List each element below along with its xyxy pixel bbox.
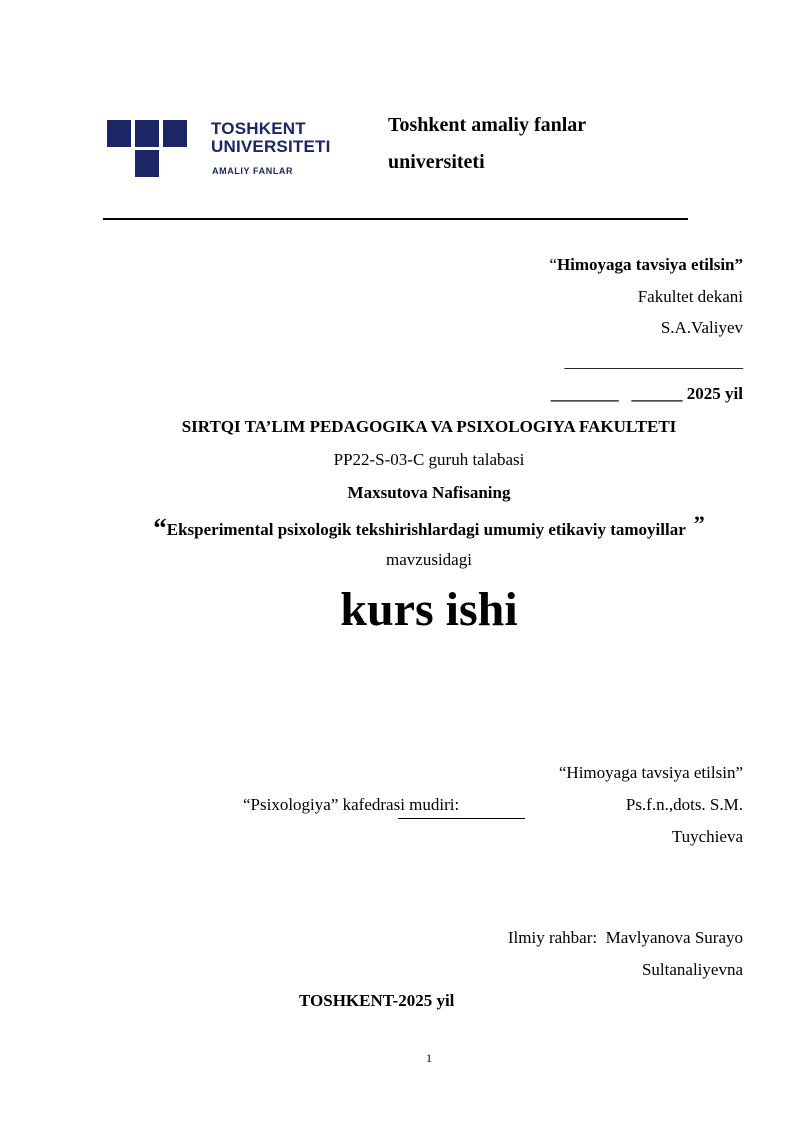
work-type-title: kurs ishi <box>340 583 518 636</box>
dean-name: S.A.Valiyev <box>660 318 743 337</box>
signature-line: _____________________ <box>564 352 743 371</box>
topic-title: “Eksperimental psixologik tekshirishlardagi umumiy etikaviy tamoyillar ” <box>153 511 705 543</box>
city-year: TOSHKENT-2025 yil <box>299 991 455 1010</box>
student-name: Maxsutova Nafisaning <box>347 483 511 502</box>
topic-suffix: mavzusidagi <box>386 550 472 569</box>
logo-text-toshkent: TOSHKENT <box>211 119 306 138</box>
page-number: 1 <box>426 1051 432 1065</box>
logo-text-universiteti: UNIVERSITETI <box>211 137 331 156</box>
university-logo-mark <box>107 120 187 177</box>
approval-title: “Himoyaga tavsiya etilsin” <box>549 255 743 274</box>
faculty-title: SIRTQI TA’LIM PEDAGOGIKA VA PSIXOLOGIYA FAKULTETI <box>181 417 677 436</box>
department-head-name-line2: Tuychieva <box>671 827 743 846</box>
university-name-line2: universiteti <box>388 151 485 173</box>
dean-role: Fakultet dekani <box>637 287 743 306</box>
group-name: PP22-S-03-C guruh talabasi <box>333 450 525 469</box>
department-head-label: “Psixologiya” kafedrasi mudiri: <box>243 795 460 814</box>
university-name-line1: Toshkent amaliy fanlar <box>388 114 587 136</box>
logo-text-amaliy-fanlar: AMALIY FANLAR <box>212 166 294 176</box>
supervisor-line1: Ilmiy rahbar: Mavlyanova Surayo <box>507 928 743 947</box>
approval-date: ________ ______ 2025 yil <box>550 384 743 403</box>
department-head-signature-line <box>398 818 525 819</box>
header-divider <box>103 218 688 220</box>
supervisor-line2: Sultanaliyevna <box>641 960 743 979</box>
department-head-name-line1: Ps.f.n.,dots. S.M. <box>625 795 743 814</box>
bottom-approval-title: “Himoyaga tavsiya etilsin” <box>558 763 743 782</box>
